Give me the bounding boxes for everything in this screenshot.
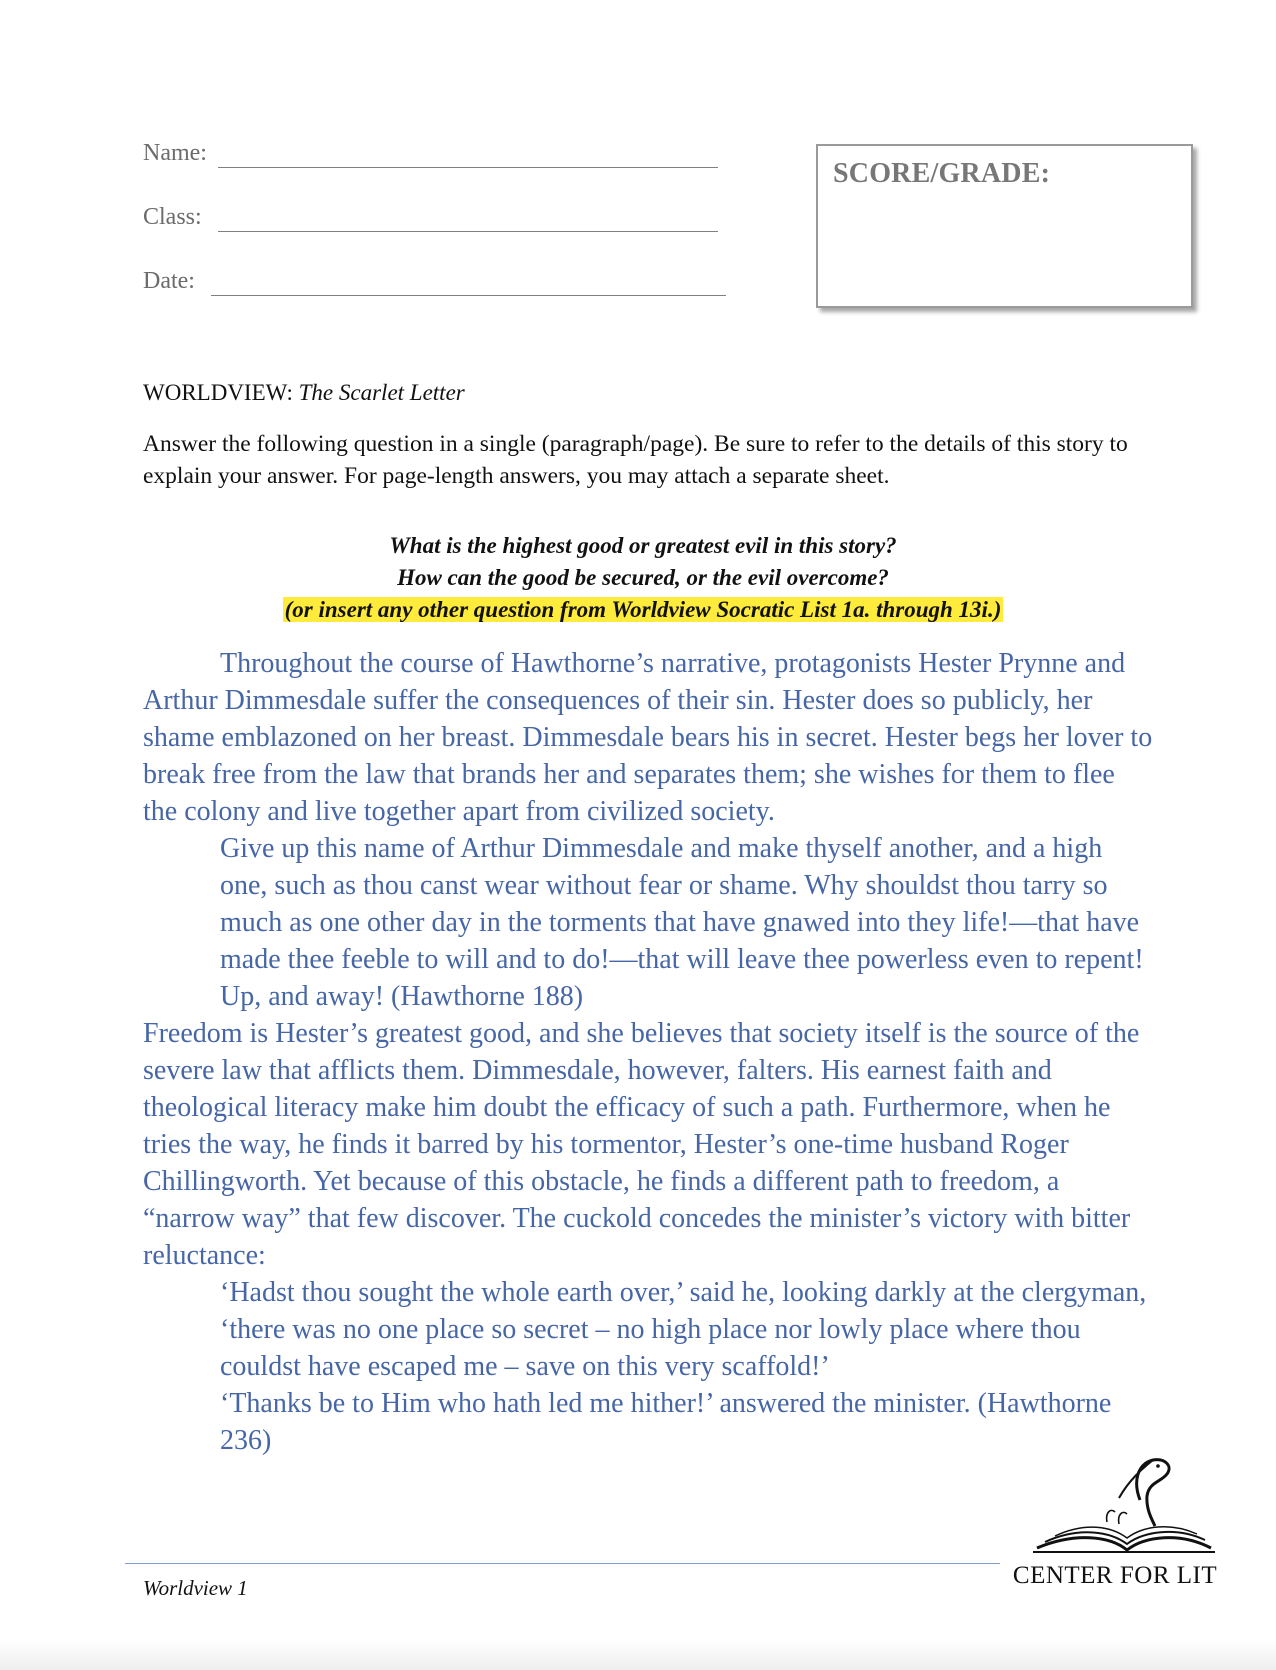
date-input-line[interactable] (211, 295, 726, 296)
center-for-lit-logo (1005, 1452, 1225, 1592)
prompt-questions (143, 530, 1143, 626)
essay-paragraph-2: Freedom is Hester’s greatest good, and she believes that society itself is the source of the severe law that afflicts them. Dimmesdale, however, falters. His earnest faith and theological literacy make him doubt the efficacy of such a path. Furthermore, when he tries the way, he finds it barred by his tormentor, Hester’s one-time husband Roger Chillingworth. Yet because of this obstacle, he finds a different path to freedom, a “narrow way” that few discover. The cuckold concedes the minister’s victory with bitter reluctance: (143, 1018, 1140, 1271)
heading-prefix: WORLDVIEW: (143, 380, 299, 405)
footer-divider (125, 1563, 1000, 1564)
question-2: How can the good be secured, or the evil overcome? (397, 565, 889, 590)
page-bottom-shadow (0, 1640, 1276, 1670)
name-field (143, 140, 207, 167)
block-quote-2b: ‘Thanks be to Him who hath led me hither!’ answered the minister. (Hawthorne 236) (220, 1388, 1112, 1456)
essay-answer (143, 645, 1153, 1459)
score-grade-box (816, 144, 1193, 308)
essay-paragraph-1: Throughout the course of Hawthorne’s narrative, protagonists Hester Prynne and Arthur Dimmesdale suffer the consequences of their sin. Hester does so publicly, her shame emblazoned on her breast. Dimmesdale bears his in secret. Hester begs her lover to break free from the law that brands her and separates them; she wishes for them to flee the colony and live together apart from civilized society. (143, 648, 1153, 827)
block-quote-1: Give up this name of Arthur Dimmesdale and make thyself another, and a high one, such as thou canst wear without fear or shame. Why shouldst thou tarry so much as one other day in the torments that have gnawed into they life!—that have made thee feeble to will and to do!—that will leave thee powerless even to repent! Up, and away! (Hawthorne 188) (220, 833, 1144, 1012)
question-3-highlighted: (or insert any other question from Worldview Socratic List 1a. through 13i.) (284, 597, 1002, 622)
name-input-line[interactable] (218, 167, 718, 168)
class-input-line[interactable] (218, 231, 718, 232)
logo-text: CENTER FOR LIT (1012, 1562, 1218, 1589)
question-1: What is the highest good or greatest evil in this story? (389, 533, 897, 558)
instructions: Answer the following question in a single (paragraph/page). Be sure to refer to the details of this story to explain your answer. For page-length answers, you may attach a separate sheet. (143, 431, 1128, 489)
block-quote-2a: ‘Hadst thou sought the whole earth over,’ said he, looking darkly at the clergyman, ‘there was no one place so secret – no high place nor lowly place where thou couldst have escaped me – save on this very scaffold!’ (220, 1277, 1147, 1382)
date-label: Date: (143, 268, 195, 294)
score-grade-label: SCORE/GRADE: (833, 158, 1051, 189)
class-label: Class: (143, 204, 202, 230)
assignment-heading (143, 380, 465, 406)
name-label: Name: (143, 140, 207, 166)
date-field (143, 268, 195, 295)
footer-label: Worldview 1 (143, 1576, 248, 1600)
class-field (143, 204, 202, 231)
pelican-book-icon (1015, 1452, 1215, 1562)
book-title: The Scarlet Letter (298, 380, 465, 405)
